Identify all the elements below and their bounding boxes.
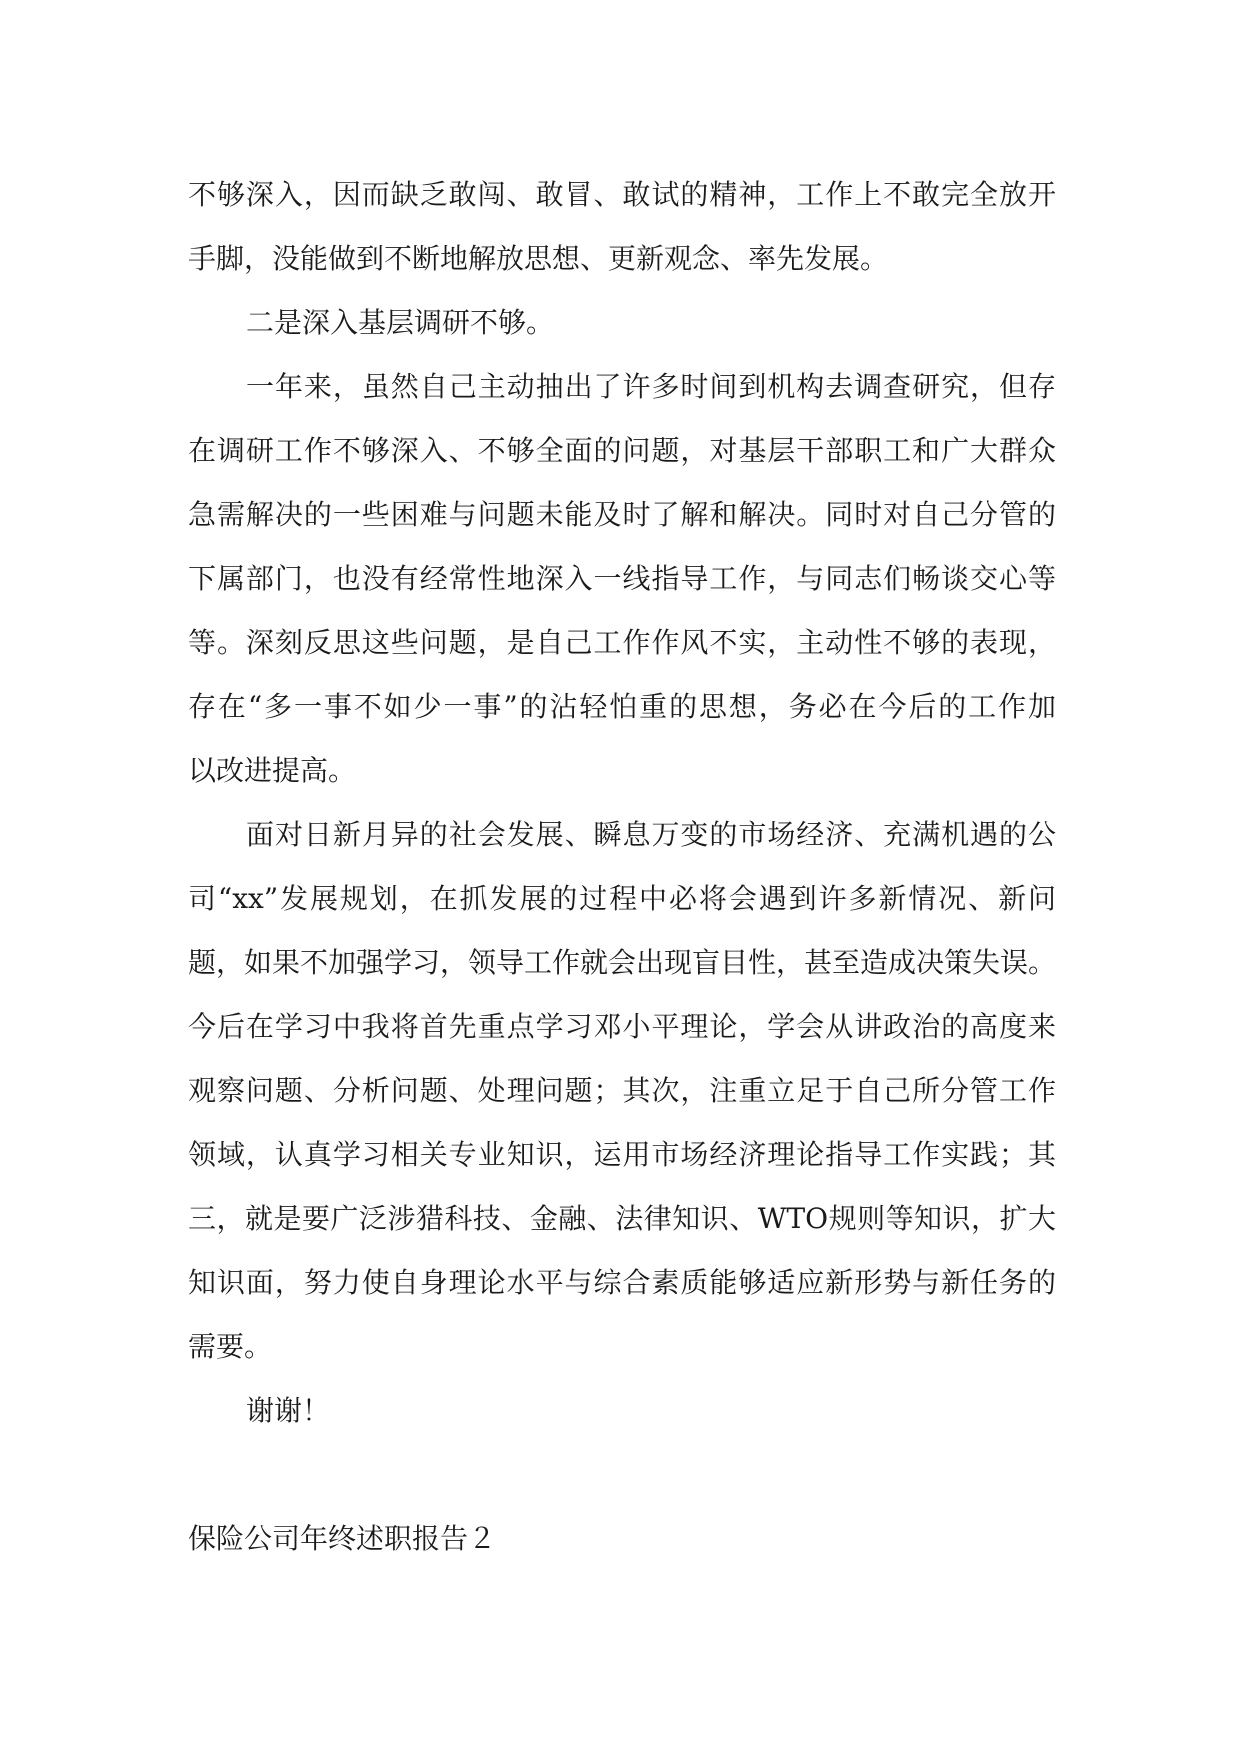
blank-line — [188, 1443, 1056, 1507]
paragraph — [188, 1379, 1056, 1443]
text-line: 观察问题、分析问题、处理问题；其次，注重立足于自己所分管工作 — [188, 1074, 1056, 1107]
text-line: 司“xx”发展规划，在抓发展的过程中必将会遇到许多新情况、新问 — [188, 882, 1056, 915]
text-line: 在调研工作不够深入、不够全面的问题，对基层干部职工和广大群众 — [188, 434, 1056, 467]
paragraph — [188, 803, 1056, 1379]
text-line: 题，如果不加强学习，领导工作就会出现盲目性，甚至造成决策失误。 — [188, 946, 1057, 979]
text-line: 谢谢！ — [246, 1394, 331, 1427]
text-line: 手脚，没能做到不断地解放思想、更新观念、率先发展。 — [188, 242, 889, 275]
text-line: 不够深入，因而缺乏敢闯、敢冒、敢试的精神，工作上不敢完全放开 — [188, 178, 1056, 211]
text-line: 知识面，努力使自身理论水平与综合素质能够适应新形势与新任务的 — [188, 1266, 1056, 1299]
document-body — [188, 163, 1056, 1571]
text-line: 一年来，虽然自己主动抽出了许多时间到机构去调查研究，但存 — [246, 370, 1056, 403]
text-line: 今后在学习中我将首先重点学习邓小平理论，学会从讲政治的高度来 — [188, 1010, 1056, 1043]
paragraph — [188, 291, 1056, 355]
text-line: 存在“多一事不如少一事”的沾轻怕重的思想，务必在今后的工作加 — [188, 690, 1056, 723]
text-line: 急需解决的一些困难与问题未能及时了解和解决。同时对自己分管的 — [188, 498, 1056, 531]
text-line: 以改进提高。 — [188, 754, 357, 787]
text-line: 领域，认真学习相关专业知识，运用市场经济理论指导工作实践；其 — [188, 1138, 1056, 1171]
text-line: 下属部门，也没有经常性地深入一线指导工作，与同志们畅谈交心等 — [188, 562, 1056, 595]
text-line: 面对日新月异的社会发展、瞬息万变的市场经济、充满机遇的公 — [246, 818, 1056, 851]
text-line: 等。深刻反思这些问题，是自己工作作风不实，主动性不够的表现， — [188, 626, 1056, 659]
text-line: 需要。 — [188, 1330, 273, 1363]
paragraph — [188, 355, 1056, 803]
paragraph — [188, 163, 1056, 291]
text-line: 三，就是要广泛涉猎科技、金融、法律知识、WTO规则等知识，扩大 — [188, 1202, 1056, 1235]
text-line: 二是深入基层调研不够。 — [246, 306, 555, 339]
section-title: 保险公司年终述职报告２ — [188, 1522, 497, 1555]
